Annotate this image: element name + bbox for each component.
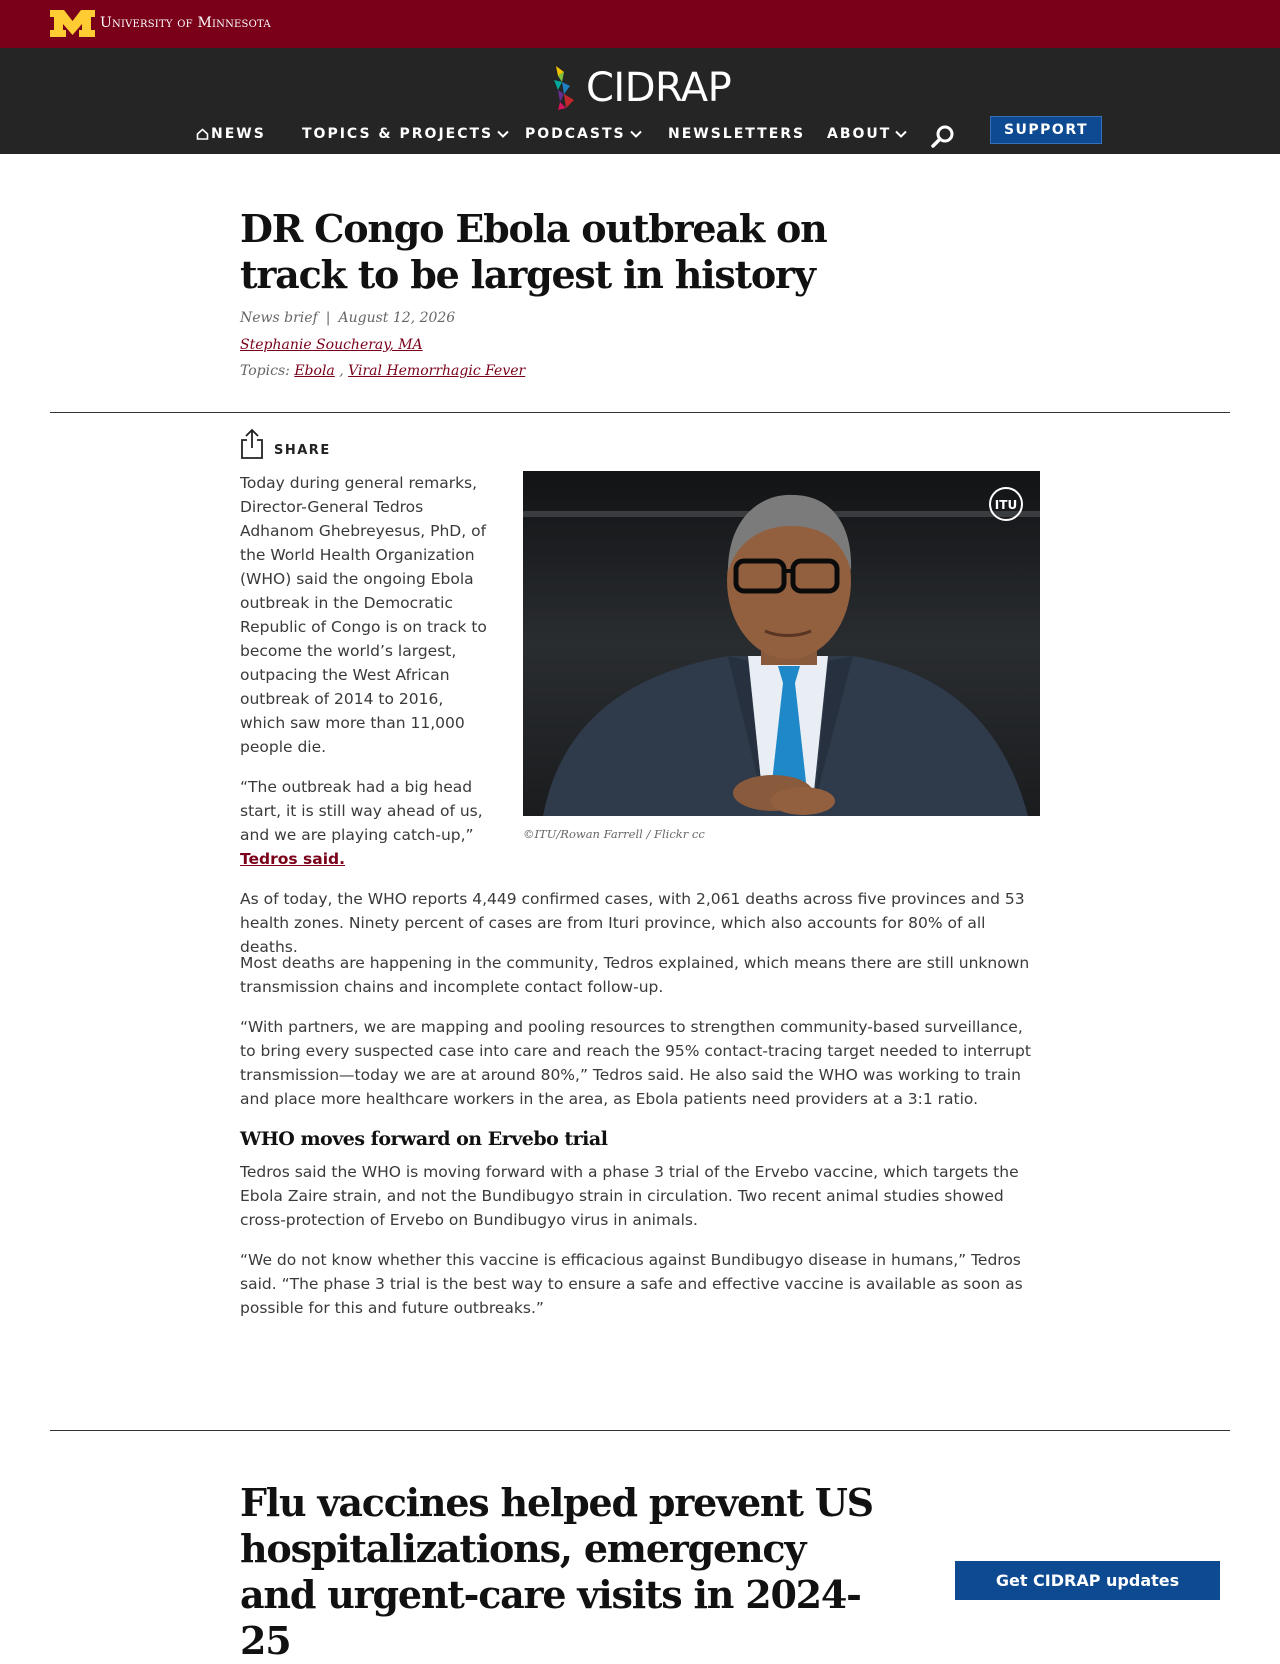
share-label: SHARE: [274, 443, 331, 458]
article-title: DR Congo Ebola outbreak on track to be largest in history: [240, 206, 827, 297]
chevron-down-icon: [895, 130, 907, 138]
article-paragraph: [240, 775, 490, 871]
umn-logo-icon[interactable]: [50, 10, 95, 37]
article-type: News brief: [240, 310, 318, 326]
nav-item-label: NEWS: [211, 126, 266, 142]
nav-item-podcasts[interactable]: [525, 126, 642, 142]
divider: [50, 1430, 1230, 1431]
brand-name: CIDRAP: [586, 65, 732, 111]
source-link[interactable]: Tedros said.: [240, 850, 346, 868]
brand-logo[interactable]: [548, 62, 731, 114]
photo-caption: ©ITU/Rowan Farrell / Flickr cc: [523, 827, 705, 841]
quote-text: “The outbreak had a big head start, it is still way ahead of us, and we are playing catch-up,”: [240, 778, 483, 844]
site-header: [0, 48, 1280, 154]
article-date: August 12, 2026: [338, 310, 456, 326]
nav-item-topics-projects[interactable]: [302, 126, 509, 142]
article-subhead: WHO moves forward on Ervebo trial: [240, 1128, 608, 1150]
photo-illustration: [523, 471, 1040, 816]
topic-link-vhf[interactable]: Viral Hemorrhagic Fever: [348, 363, 526, 379]
next-article-title[interactable]: Flu vaccines helped prevent US hospitalizations, emergency and urgent-care visits in 2024-25: [240, 1480, 873, 1663]
article-paragraph: Tedros said the WHO is moving forward with a phase 3 trial of the Ervebo vaccine, which targets the Ebola Zaire strain, and not the Bundibugyo strain in circulation. Two recent animal studies showed cross-protection of Ervebo on Bundibugyo virus in animals.: [240, 1163, 1019, 1229]
author-link[interactable]: Stephanie Soucheray, MA: [240, 337, 423, 353]
topics-label: Topics:: [240, 363, 290, 379]
share-icon: [240, 428, 264, 460]
article-topics: [240, 363, 525, 379]
divider: [50, 412, 1230, 413]
search-icon[interactable]: [930, 124, 956, 150]
get-updates-button[interactable]: Get CIDRAP updates: [955, 1561, 1220, 1600]
support-button[interactable]: SUPPORT: [990, 116, 1102, 144]
nav-item-label: TOPICS & PROJECTS: [302, 126, 494, 142]
meta-separator: |: [325, 310, 331, 326]
chevron-down-icon: [497, 130, 509, 138]
article-paragraph: “With partners, we are mapping and pooling resources to strengthen community-based surveillance, to bring every suspected case into care and reach the 95% contact-tracing target needed to interrupt transmission—today we are at around 80%,” Tedros said. He also said the WHO was working to train and place more healthcare workers in the area, as Ebola patients need providers at a 3:1 ratio.: [240, 1018, 1031, 1108]
article-paragraph: As of today, the WHO reports 4,449 confirmed cases, with 2,061 deaths across five provinces and 53 health zones. Ninety percent of cases are from Ituri province, which also accounts for 80% of all deaths.: [240, 890, 1025, 956]
article-paragraph: “We do not know whether this vaccine is efficacious against Bundibugyo disease in humans,” Tedros said. “The phase 3 trial is the best way to ensure a safe and effective vaccine is available as soon as possible for this and future outbreaks.”: [240, 1251, 1023, 1317]
nav-item-label: PODCASTS: [525, 126, 626, 142]
umn-name[interactable]: University of Minnesota: [100, 15, 271, 31]
article-meta: [240, 310, 455, 326]
nav-item-about[interactable]: [827, 126, 907, 142]
share-button[interactable]: [240, 428, 331, 460]
article-paragraph: Most deaths are happening in the community, Tedros explained, which means there are still unknown transmission chains and incomplete contact follow-up.: [240, 954, 1030, 996]
nav-item-label: NEWSLETTERS: [668, 126, 806, 142]
nav-item-newsletters[interactable]: [668, 126, 805, 142]
nav-item-label: ABOUT: [827, 126, 892, 142]
itu-watermark: ITU: [994, 498, 1018, 512]
article-photo: [523, 471, 1040, 816]
article-paragraph: Today during general remarks, Director-General Tedros Adhanom Ghebreyesus, PhD, of the World Health Organization (WHO) said the ongoing Ebola outbreak in the Democratic Republic of Congo is on track to become the world’s largest, outpacing the West African outbreak of 2014 to 2016, which saw more than 11,000 people die.: [240, 474, 487, 756]
home-icon: [196, 128, 209, 140]
topic-link-ebola[interactable]: Ebola: [294, 363, 335, 379]
chevron-down-icon: [630, 130, 642, 138]
cidrap-mark-icon: [548, 64, 586, 112]
topics-separator: ,: [339, 363, 344, 379]
umn-bar: [0, 0, 1280, 48]
nav-item-news[interactable]: [196, 126, 266, 142]
